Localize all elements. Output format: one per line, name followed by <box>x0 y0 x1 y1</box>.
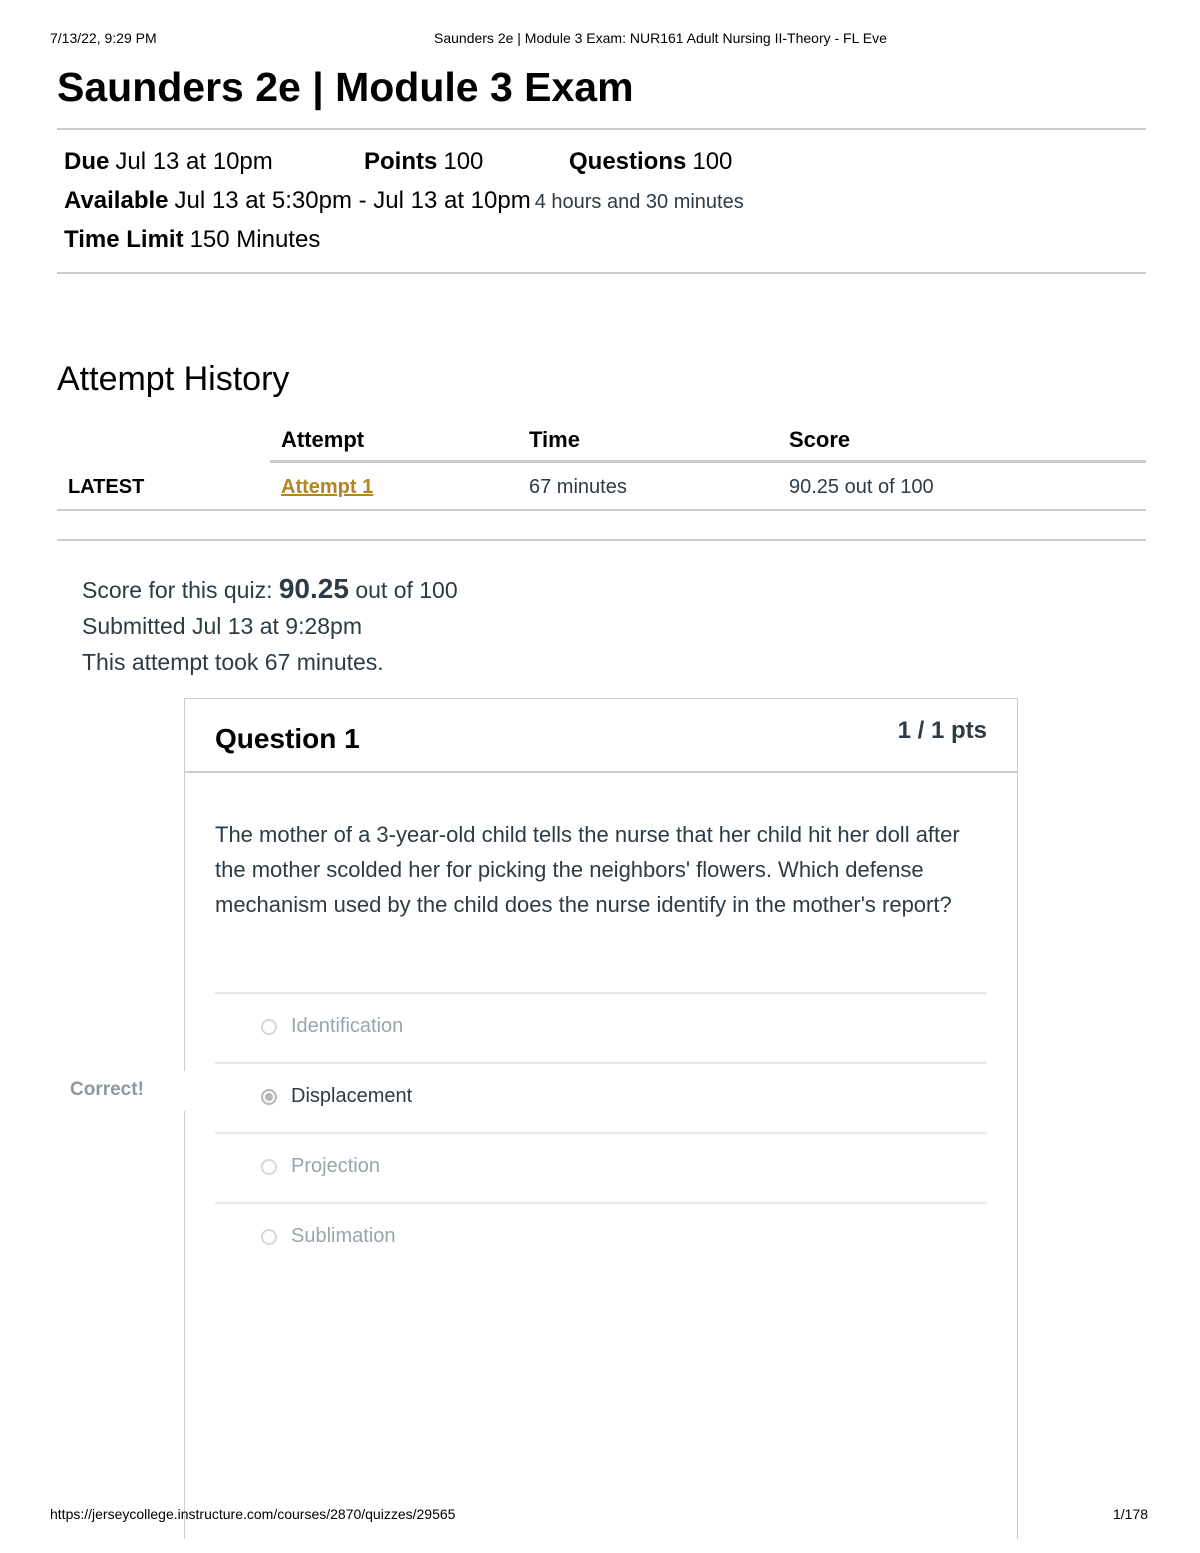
points-value: 100 <box>443 148 484 175</box>
divider <box>57 539 1146 541</box>
attempt-time: 67 minutes <box>529 476 627 498</box>
submitted-text: Submitted Jul 13 at 9:28pm <box>82 613 362 639</box>
attempt-score: 90.25 out of 100 <box>789 476 934 498</box>
due-label: Due <box>64 148 110 175</box>
question-text: The mother of a 3-year-old child tells the nurse that her child hit her doll after the mother scolded her for picking the neighbors' flowers. Which defense mechanism used by the child does the nurse identify in the mother's report? <box>215 822 960 917</box>
due-value: Jul 13 at 10pm <box>115 148 273 175</box>
print-doc-title: Saunders 2e | Module 3 Exam: NUR161 Adult Nursing II-Theory - FL Eve <box>434 30 887 46</box>
available-label: Available <box>64 187 169 214</box>
attempt-history-title: Attempt History <box>57 360 290 398</box>
questions-label: Questions <box>569 148 687 175</box>
points-label: Points <box>364 148 438 175</box>
table-row-divider <box>57 509 1146 511</box>
radio-button-icon[interactable] <box>261 1159 277 1175</box>
score-value: 90.25 <box>278 573 349 604</box>
exam-title: Saunders 2e | Module 3 Exam <box>57 64 634 110</box>
exam-details-row-3 <box>64 226 320 254</box>
answer-option[interactable] <box>215 992 987 1064</box>
time-limit-value: 150 Minutes <box>189 226 321 253</box>
answer-label: Identification <box>291 1015 404 1037</box>
question-points: 1 / 1 pts <box>897 717 987 744</box>
question-title: Question 1 <box>215 723 360 754</box>
available-duration: 4 hours and 30 minutes <box>534 191 744 213</box>
exam-details-row-2 <box>64 187 744 215</box>
score-suffix: out of 100 <box>355 577 458 603</box>
attempt-duration-text: This attempt took 67 minutes. <box>82 649 384 675</box>
question-card <box>184 698 1018 1539</box>
time-limit-label: Time Limit <box>64 226 184 253</box>
answer-option-selected[interactable] <box>215 1062 987 1134</box>
radio-button-icon[interactable] <box>261 1229 277 1245</box>
question-header <box>185 699 1017 773</box>
print-footer <box>50 1506 1148 1524</box>
score-prefix: Score for this quiz: <box>82 577 273 603</box>
print-url: https://jerseycollege.instructure.com/courses/2870/quizzes/29565 <box>50 1506 456 1522</box>
answer-option[interactable] <box>215 1202 987 1274</box>
column-header-attempt: Attempt <box>281 427 365 452</box>
radio-button-selected-icon[interactable] <box>261 1089 277 1105</box>
score-summary <box>82 573 458 605</box>
answer-label: Displacement <box>291 1085 413 1107</box>
questions-value: 100 <box>692 148 733 175</box>
table-header-divider <box>270 460 1146 463</box>
column-header-time: Time <box>529 427 580 452</box>
divider <box>57 272 1146 274</box>
correct-flag: Correct! <box>70 1079 144 1100</box>
divider <box>57 128 1146 130</box>
latest-tag: LATEST <box>68 476 145 498</box>
answer-label: Projection <box>291 1155 380 1177</box>
answer-label: Sublimation <box>291 1225 396 1247</box>
radio-button-icon[interactable] <box>261 1019 277 1035</box>
answer-option[interactable] <box>215 1132 987 1204</box>
print-date: 7/13/22, 9:29 PM <box>50 30 157 46</box>
correct-flag-notch <box>180 1071 190 1111</box>
print-page-number: 1/178 <box>1112 1506 1148 1522</box>
available-value: Jul 13 at 5:30pm - Jul 13 at 10pm <box>174 187 531 214</box>
column-header-score: Score <box>789 427 851 452</box>
print-header <box>50 30 1150 48</box>
attempt-1-link[interactable]: Attempt 1 <box>281 476 374 498</box>
